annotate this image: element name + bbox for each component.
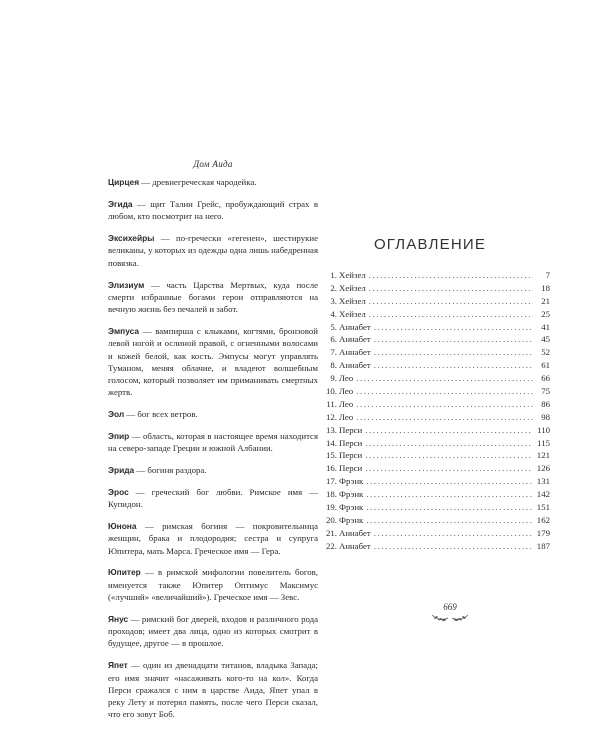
dot-leader [365, 463, 533, 473]
laurel-ornament-icon [428, 612, 472, 624]
toc-row [310, 283, 550, 296]
glossary-term: Цирцея [108, 177, 140, 188]
right-page [310, 236, 550, 554]
glossary-term: Япет [108, 660, 128, 671]
glossary-term: Эксихейры [108, 233, 155, 244]
chapter-number: 22. [326, 540, 337, 551]
chapter-title: Аннабет [339, 360, 371, 371]
running-head: Дом Аида [193, 159, 233, 169]
chapter-page: 162 [536, 514, 550, 525]
toc-row [310, 322, 550, 335]
chapter-page: 52 [541, 347, 550, 358]
chapter-number: 15. [326, 450, 337, 461]
dot-leader [369, 283, 533, 293]
chapter-title: Хейзел [339, 295, 366, 306]
dot-leader [366, 489, 533, 499]
dot-leader [374, 334, 533, 344]
chapter-number: 11. [326, 398, 337, 409]
chapter-title: Лео [339, 398, 354, 409]
dot-leader [366, 476, 533, 486]
chapter-title: Перси [339, 424, 363, 435]
glossary-term: Янус [108, 613, 129, 624]
chapter-title: Фрэнк [339, 489, 364, 500]
dot-leader [374, 528, 533, 538]
toc-row [310, 489, 550, 502]
chapter-page: 75 [541, 386, 550, 397]
glossary-term: Юнона [108, 521, 137, 532]
glossary-definition: — один из двенадцати титанов, владыка Запада; его имя значит «насаживать кого-то на кол». Когда Перси сражался с ним в царстве Аида, Япет упал в реку Лету и потерял память, после чего Перси сказал, что его зовут Боб. [108, 660, 318, 720]
glossary [108, 176, 318, 720]
chapter-number: 16. [326, 463, 337, 474]
chapter-page: 98 [541, 411, 550, 422]
toc-row [310, 270, 550, 283]
chapter-number: 10. [326, 386, 337, 397]
toc-row [310, 450, 550, 463]
glossary-entry [108, 430, 318, 455]
chapter-number: 4. [330, 308, 337, 319]
chapter-number: 20. [326, 514, 337, 525]
chapter-page: 21 [541, 295, 550, 306]
dot-leader [356, 399, 533, 409]
dot-leader [365, 438, 533, 448]
glossary-entry [108, 464, 318, 476]
chapter-page: 142 [536, 489, 550, 500]
toc-row [310, 502, 550, 515]
dot-leader [356, 386, 533, 396]
chapter-page: 126 [536, 463, 550, 474]
chapter-number: 8. [330, 360, 337, 371]
glossary-term: Эгида [108, 199, 133, 210]
glossary-definition: — бог всех ветров. [124, 409, 198, 420]
dot-leader [369, 270, 533, 280]
chapter-number: 14. [326, 437, 337, 448]
toc-row [310, 360, 550, 373]
glossary-definition: — область, которая в настоящее время находится на северо-западе Греции и южной Албании. [108, 431, 318, 454]
chapter-number: 7. [330, 347, 337, 358]
dot-leader [365, 425, 533, 435]
glossary-entry [108, 408, 318, 420]
toc-row [310, 399, 550, 412]
glossary-entry [108, 325, 318, 399]
chapter-title: Фрэнк [339, 514, 364, 525]
page-number: 669 [443, 602, 457, 612]
glossary-term: Юпитер [108, 567, 141, 578]
chapter-title: Перси [339, 450, 363, 461]
glossary-entry [108, 659, 318, 720]
glossary-entry [108, 520, 318, 557]
dot-leader [356, 412, 533, 422]
chapter-number: 21. [326, 527, 337, 538]
toc-row [310, 476, 550, 489]
glossary-definition: — греческий бог любви. Римское имя — Купидон. [108, 486, 318, 510]
glossary-entry [108, 613, 318, 650]
glossary-definition: — по-гречески «гегенен», шестирукие великаны, у которых из одежды одна лишь набедренная повязка. [108, 233, 318, 268]
toc-row [310, 528, 550, 541]
glossary-entry [108, 232, 318, 269]
chapter-page: 25 [541, 308, 550, 319]
dot-leader [374, 322, 533, 332]
toc-row [310, 386, 550, 399]
glossary-definition: — римский бог дверей, входов и различного рода проходов; имеет два лица, одно из которых смотрит в будущее, другое — в прошлое. [108, 613, 318, 649]
chapter-number: 18. [326, 489, 337, 500]
chapter-page: 121 [536, 450, 550, 461]
chapter-page: 187 [536, 540, 550, 551]
chapter-page: 61 [541, 360, 550, 371]
chapter-number: 5. [330, 321, 337, 332]
chapter-number: 2. [330, 282, 337, 293]
glossary-term: Эол [108, 409, 125, 420]
dot-leader [369, 296, 533, 306]
chapter-title: Перси [339, 463, 363, 474]
dot-leader [374, 360, 533, 370]
chapter-number: 13. [326, 424, 337, 435]
chapter-page: 151 [536, 502, 550, 513]
chapter-page: 45 [541, 334, 550, 345]
chapter-title: Хейзел [339, 270, 366, 280]
chapter-page: 41 [541, 321, 550, 332]
chapter-title: Аннабет [339, 334, 371, 345]
chapter-number: 19. [326, 502, 337, 513]
glossary-definition: — в римской мифологии повелитель богов, именуется также Юпитер Оптимус Максимус («лучший» «величайший»). Греческое имя — Зевс. [108, 567, 318, 603]
chapter-title: Аннабет [339, 540, 371, 551]
glossary-definition: — вампирша с клыками, когтями, бронзовой левой ногой и ослиной правой, с огненными волосами и кожей белой, как кость. Эмпусы могут управлять Туманом, меняя облачие, и владеют волшебным голосом, который позволяет им приманивать смертных жертв. [108, 325, 318, 398]
toc-row [310, 515, 550, 528]
chapter-title: Аннабет [339, 321, 371, 332]
chapter-number: 6. [330, 334, 337, 345]
chapter-page: 131 [536, 476, 550, 487]
chapter-title: Фрэнк [339, 476, 364, 487]
toc-row [310, 373, 550, 386]
chapter-number: 3. [330, 295, 337, 306]
glossary-entry [108, 486, 318, 511]
chapter-title: Лео [339, 411, 354, 422]
chapter-page: 66 [541, 373, 550, 384]
toc-row [310, 347, 550, 360]
chapter-page: 18 [541, 282, 550, 293]
table-of-contents [310, 270, 550, 554]
glossary-term: Элизиум [108, 279, 145, 290]
glossary-term: Эпир [108, 431, 130, 442]
glossary-definition: — древнегреческая чародейка. [139, 177, 257, 188]
dot-leader [366, 515, 533, 525]
glossary-definition: — часть Царства Мертвых, куда после смерти избранные богами герои отправляются на вечную жизнь без печалей и забот. [108, 279, 318, 315]
left-page [108, 158, 318, 730]
chapter-number: 12. [326, 411, 337, 422]
chapter-title: Хейзел [339, 282, 366, 293]
chapter-page: 7 [545, 270, 550, 280]
chapter-title: Аннабет [339, 527, 371, 538]
glossary-entry [108, 279, 318, 316]
chapter-title: Перси [339, 437, 363, 448]
toc-row [310, 334, 550, 347]
dot-leader [374, 541, 533, 551]
chapter-title: Лео [339, 386, 354, 397]
chapter-page: 179 [536, 527, 550, 538]
glossary-definition: — щит Талии Грейс, пробуждающий страх в любом, кто посмотрит на него. [108, 199, 318, 222]
glossary-entry [108, 176, 318, 188]
chapter-number: 9. [330, 373, 337, 384]
dot-leader [366, 502, 533, 512]
glossary-term: Эрида [108, 465, 135, 476]
glossary-definition: — римская богиня — покровительница женщин, брака и плодородия; сестра и супруга Юпитера, мать Марса. Греческое имя — Гера. [108, 521, 318, 556]
glossary-entry [108, 198, 318, 223]
chapter-page: 86 [541, 398, 550, 409]
chapter-page: 115 [537, 437, 550, 448]
chapter-title: Фрэнк [339, 502, 364, 513]
toc-row [310, 309, 550, 322]
toc-row [310, 296, 550, 309]
chapter-title: Лео [339, 373, 354, 384]
dot-leader [365, 450, 533, 460]
glossary-term: Эмпуса [108, 325, 140, 336]
toc-row [310, 463, 550, 476]
toc-row [310, 438, 550, 451]
toc-row [310, 412, 550, 425]
toc-row [310, 425, 550, 438]
glossary-term: Эрос [108, 486, 129, 497]
dot-leader [369, 309, 533, 319]
chapter-number: 17. [326, 476, 337, 487]
chapter-page: 110 [537, 424, 550, 435]
chapter-title: Аннабет [339, 347, 371, 358]
toc-title: ОГЛАВЛЕНИЕ [373, 236, 487, 253]
dot-leader [356, 373, 533, 383]
toc-row [310, 541, 550, 554]
chapter-number: 1. [330, 270, 337, 280]
glossary-entry [108, 566, 318, 603]
chapter-title: Хейзел [339, 308, 366, 319]
dot-leader [374, 347, 533, 357]
glossary-definition: — богиня раздора. [134, 465, 207, 476]
